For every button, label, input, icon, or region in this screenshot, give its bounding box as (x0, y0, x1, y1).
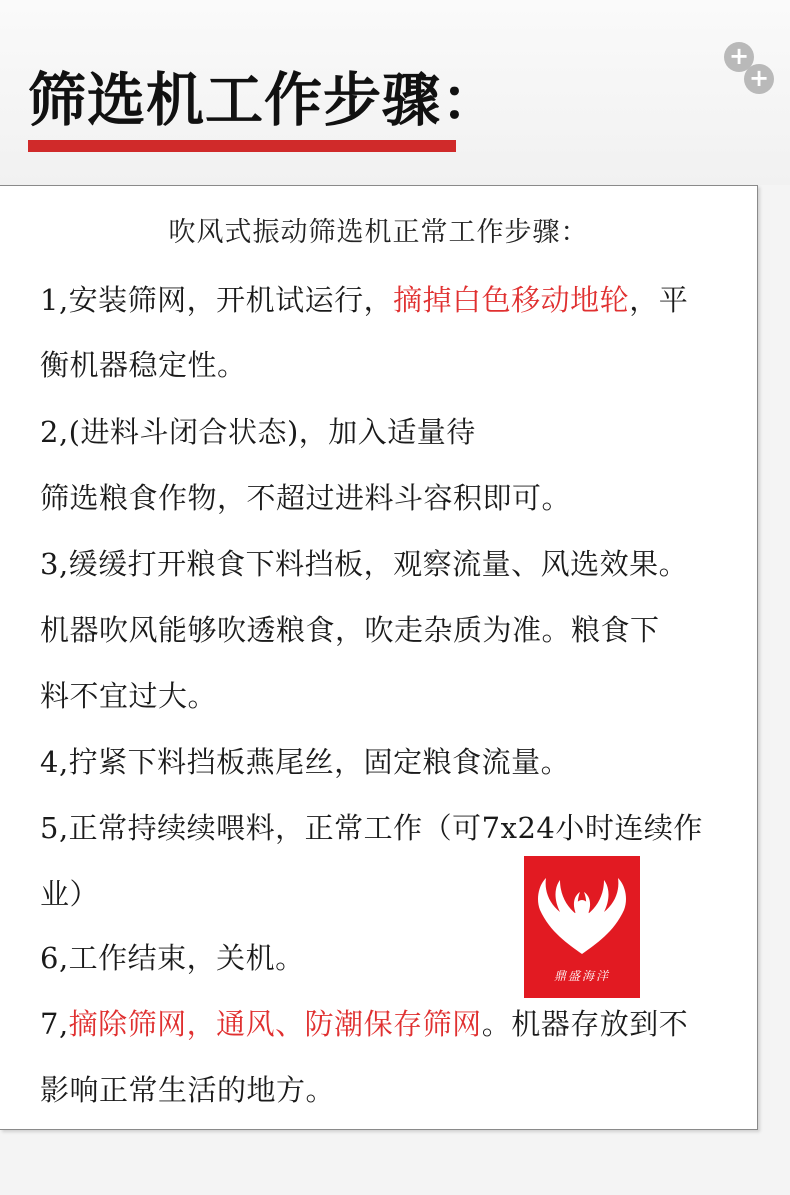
step-line (40, 410, 476, 451)
zoom-plus-icon: + (724, 42, 754, 72)
step-line (40, 278, 688, 319)
step-line (40, 936, 305, 977)
step-text: 筛选粮食作物，不超过进料斗容积即可。 (40, 481, 572, 515)
step-text: 业） (40, 877, 100, 911)
step-text: 衡机器稳定性。 (40, 348, 247, 382)
step-line (40, 1068, 335, 1109)
step-text: 7, (40, 1007, 69, 1041)
step-text: 5,正常持续续喂料，正常工作（可7x24小时连续作 (40, 811, 703, 845)
brand-logo (524, 856, 640, 998)
step-text-tail: 。机器存放到不 (481, 1007, 689, 1041)
step-text: 机器吹风能够吹透粮食，吹走杂质为准。粮食下 (40, 613, 660, 647)
step-line (40, 1002, 688, 1043)
title-underline (28, 140, 456, 152)
step-text: 6,工作结束，关机。 (40, 941, 305, 975)
step-line (40, 542, 688, 583)
step-line (40, 476, 571, 517)
step-text-tail: ，平 (629, 283, 689, 317)
step-line (40, 674, 217, 715)
step-line (40, 740, 570, 781)
step-line (40, 608, 660, 649)
sheet-heading: 吹风式振动筛选机正常工作步骤： (168, 217, 589, 248)
instruction-sheet (0, 185, 758, 1130)
step-text: 3,缓缓打开粮食下料挡板，观察流量、风选效果。 (40, 547, 689, 581)
step-text: 4,拧紧下料挡板燕尾丝，固定粮食流量。 (40, 745, 571, 779)
page-title: 筛选机工作步骤： (28, 66, 501, 134)
step-text: 影响正常生活的地方。 (40, 1073, 336, 1107)
zoom-plus-icon-2: + (744, 64, 774, 94)
step-text: 2,(进料斗闭合状态)，加入适量待 (40, 415, 476, 449)
step-highlight: 摘除筛网，通风、防潮保存筛网 (68, 1007, 482, 1041)
page-header (0, 0, 790, 185)
step-line (40, 343, 247, 384)
step-text: 料不宜过大。 (40, 679, 218, 713)
step-line (40, 872, 99, 913)
logo-text: 鼎盛海洋 (553, 969, 610, 983)
step-text: 1,安装筛网，开机试运行， (40, 283, 394, 317)
step-highlight: 摘掉白色移动地轮 (393, 283, 630, 317)
step-line (40, 806, 703, 847)
zoom-in-button[interactable] (722, 40, 778, 98)
